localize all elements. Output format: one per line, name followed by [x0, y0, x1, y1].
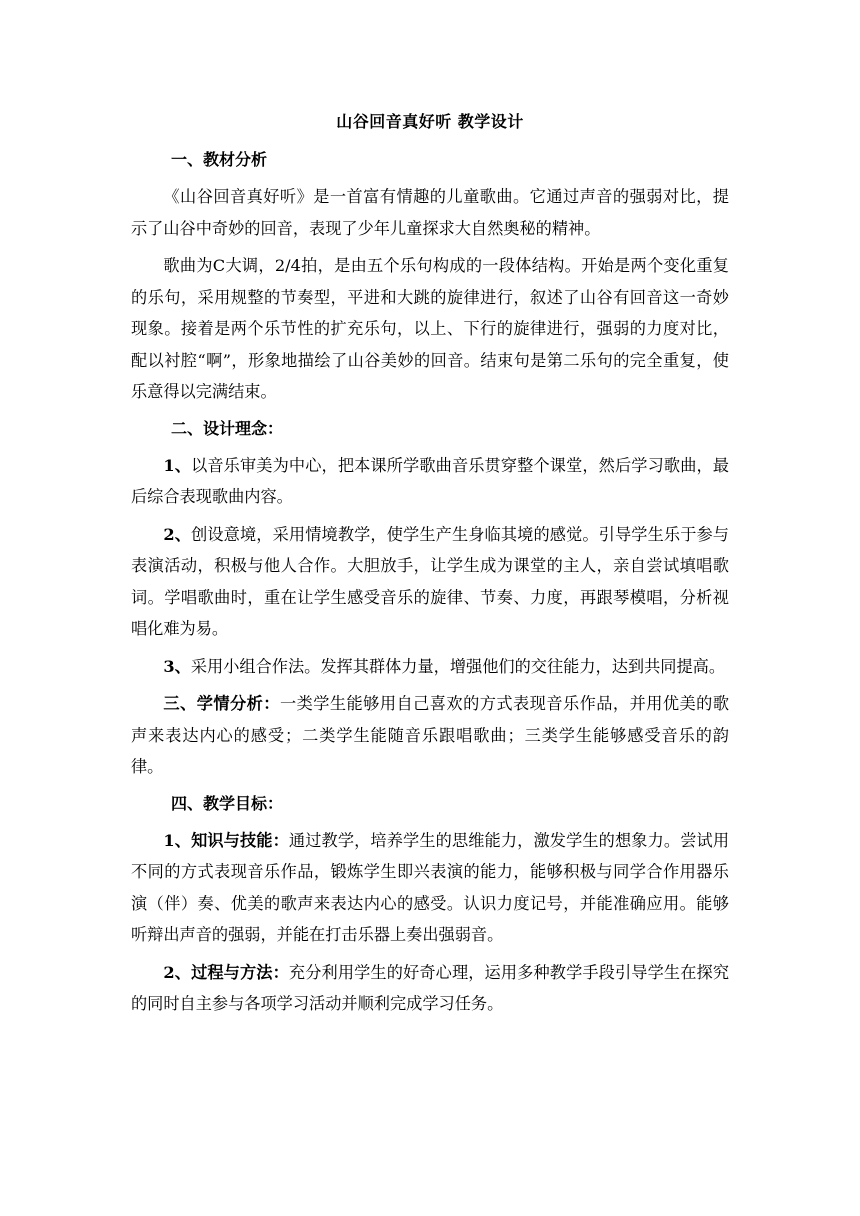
item-text: 以音乐审美为中心，把本课所学歌曲音乐贯穿整个课堂，然后学习歌曲，最后综合表现歌曲内容。 — [131, 455, 729, 506]
section-heading-learner-analysis: 三、学情分析： — [163, 694, 280, 713]
section-heading-design-concept: 二、设计理念： — [171, 418, 284, 438]
item-text: 创设意境，采用情境教学，使学生产生身临其境的感觉。引导学生乐于参与表演活动，积极与他人合作。大胆放手，让学生成为课堂的主人，亲自尝试填唱歌词。学唱歌曲时，重在让学生感受音乐的旋律、节奏、力度，再跟琴模唱，分析视唱化难为易。 — [131, 524, 729, 638]
section-heading-textbook-analysis: 一、教材分析 — [171, 150, 268, 169]
goal-label: 2、过程与方法： — [163, 962, 289, 982]
paragraph-song-intro: 《山谷回音真好听》是一首富有情趣的儿童歌曲。它通过声音的强弱对比，提示了山谷中奇妙的回音，表现了少年儿童探求大自然奥秘的精神。 — [131, 187, 729, 238]
list-item-concept-1 — [131, 450, 729, 513]
list-item-goal-2 — [131, 957, 729, 1020]
document-title: 山谷回音真好听 教学设计 — [336, 112, 524, 131]
list-item-goal-1 — [131, 825, 729, 951]
list-item-concept-2 — [131, 519, 729, 645]
item-number: 2、 — [163, 524, 192, 544]
item-number: 1、 — [163, 455, 192, 475]
goal-label: 1、知识与技能： — [163, 830, 289, 850]
list-item-concept-3 — [131, 651, 729, 683]
paragraph-song-structure: 歌曲为C大调，2/4拍，是由五个乐句构成的一段体结构。开始是两个变化重复的乐句，采用规整的节奏型，平进和大跳的旋律进行，叙述了山谷有回音这一奇妙现象。接着是两个乐节性的扩充乐句，以上、下行的旋律进行，强弱的力度对比，配以衬腔“啊”，形象地描绘了山谷美妙的回音。结束句是第二乐句的完全重复，使乐意得以完满结束。 — [131, 256, 729, 401]
learner-analysis-text: 一类学生能够用自己喜欢的方式表现音乐作品，并用优美的歌声来表达内心的感受；二类学生能随音乐跟唱歌曲；三类学生能够感受音乐的韵律。 — [131, 694, 730, 776]
goal-text: 充分利用学生的好奇心理，运用多种教学手段引导学生在探究的同时自主参与各项学习活动并顺利完成学习任务。 — [131, 962, 730, 1013]
paragraph-learner-analysis — [131, 688, 729, 783]
item-text: 采用小组合作法。发挥其群体力量，增强他们的交往能力，达到共同提高。 — [190, 656, 726, 676]
goal-text: 通过教学，培养学生的思维能力，激发学生的想象力。尝试用不同的方式表现音乐作品，锻炼学生即兴表演的能力，能够积极与同学合作用器乐演（伴）奏、优美的歌声来表达内心的感受。认识力度记号，并能准确应用。能够听辩出声音的强弱，并能在打击乐器上奏出强弱音。 — [131, 830, 730, 944]
section-heading-teaching-goals: 四、教学目标： — [171, 793, 284, 813]
item-number: 3、 — [163, 656, 191, 676]
